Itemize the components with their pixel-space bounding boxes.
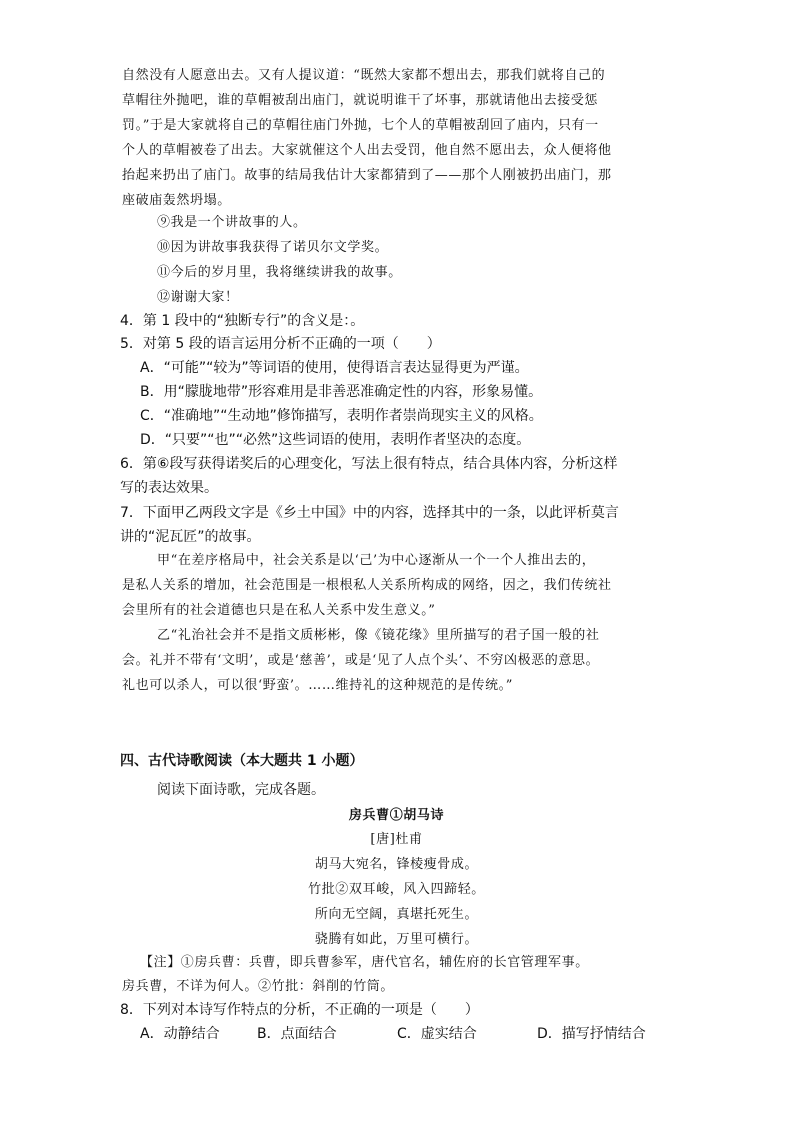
poem-note: 【注】①房兵曹：兵曹，即兵曹参军，唐代官名，辅佐府的长官管理军事。 xyxy=(140,955,589,970)
section-4-instruction: 阅读下面诗歌，完成各题。 xyxy=(157,782,325,798)
question-5-option-b: B．用“朦胧地带”形容难用是非善恶准确定性的内容，形象易懂。 xyxy=(140,384,543,400)
question-8-option-d: D．描写抒情结合 xyxy=(537,1026,646,1042)
quote-jia: 甲“在差序格局中，社会关系是以‘己’为中心逐渐从一个一个人推出去的， xyxy=(157,553,596,568)
question-4: 4．第 1 段中的“独断专行”的含义是：。 xyxy=(120,313,365,329)
story-line: 座破庙轰然坍塌。 xyxy=(122,193,231,208)
poem-author: [唐]杜甫 xyxy=(370,832,423,847)
story-line: 抬起来扔出了庙门。故事的结局我估计大家都猜到了——那个人刚被扔出庙门，那 xyxy=(122,168,612,183)
quote-yi: 乙“礼治社会并不是指文质彬彬，像《镜花缘》里所描写的君子国一般的社 xyxy=(157,628,600,643)
question-8-option-b: B．点面结合 xyxy=(257,1026,337,1042)
section-4-heading: 四、古代诗歌阅读（本大题共 1 小题） xyxy=(120,753,364,769)
poem-title: 房兵曹①胡马诗 xyxy=(348,808,445,823)
question-8-stem: 8．下列对本诗写作特点的分析，不正确的一项是（ ） xyxy=(120,1002,479,1018)
quote-yi: 会。礼并不带有‘文明’，或是‘慈善’，或是‘见了人点个头’、不穷凶极恶的意思。 xyxy=(122,653,600,668)
question-7-stem: 7．下面甲乙两段文字是《乡土中国》中的内容，选择其中的一条，以此评析莫言 xyxy=(120,505,619,521)
paragraph-marker: ⑨ xyxy=(157,215,171,230)
question-6-line: 写的表达效果。 xyxy=(120,480,218,496)
paragraph-text: 我是一个讲故事的人。 xyxy=(170,215,307,230)
quote-jia: 是私人关系的增加，社会范围是一根根私人关系所构成的网络，因之，我们传统社 xyxy=(122,578,612,593)
story-line: 罚。”于是大家就将自己的草帽往庙门外抛，七个人的草帽被刮回了庙内，只有一 xyxy=(122,118,599,133)
paragraph-text: 今后的岁月里，我将继续讲我的故事。 xyxy=(170,265,402,280)
story-line: 草帽往外抛吧，谁的草帽被刮出庙门，就说明谁干了坏事，那就请他出去接受惩 xyxy=(122,93,599,108)
quote-jia: 会里所有的社会道德也只是在私人关系中发生意义。” xyxy=(122,603,436,618)
paragraph-text: 因为讲故事我获得了诺贝尔文学奖。 xyxy=(170,240,389,255)
question-5-stem: 5．对第 5 段的语言运用分析不正确的一项（ ） xyxy=(120,336,441,352)
paragraph-10 xyxy=(157,238,388,258)
question-8-option-a: A．动静结合 xyxy=(140,1026,220,1042)
question-5-option-a: A．“可能”“较为”等词语的使用，使得语言表达显得更为严谨。 xyxy=(140,360,529,376)
poem-note: 房兵曹，不详为何人。②竹批：斜削的竹筒。 xyxy=(122,979,395,994)
paragraph-marker: ⑫ xyxy=(157,290,171,305)
paragraph-text: 谢谢大家！ xyxy=(170,290,239,305)
poem-line: 胡马大宛名，锋棱瘦骨成。 xyxy=(314,857,479,872)
question-5-option-d: D．“只要”“也”“必然”这些词语的使用，表明作者坚决的态度。 xyxy=(140,432,531,448)
question-5-option-c: C．“准确地”“生动地”修饰描写，表明作者崇尚现实主义的风格。 xyxy=(140,408,543,424)
paragraph-marker: ⑪ xyxy=(157,265,171,280)
poem-line: 竹批②双耳峻，风入四蹄轻。 xyxy=(308,882,485,897)
paragraph-12 xyxy=(157,288,239,308)
story-line: 自然没有人愿意出去。又有人提议道：“既然大家都不想出去，那我们就将自己的 xyxy=(122,68,606,83)
question-7-stem: 讲的“泥瓦匠”的故事。 xyxy=(120,529,261,545)
poem-line: 所向无空阔，真堪托死生。 xyxy=(314,907,479,922)
question-8-option-c: C．虚实结合 xyxy=(397,1026,477,1042)
quote-yi: 礼也可以杀人，可以很‘野蛮’。……维持礼的这种规范的是传统。” xyxy=(122,678,514,693)
paragraph-9 xyxy=(157,213,307,233)
question-6-line: 6．第⑥段写获得诺奖后的心理变化，写法上很有特点，结合具体内容，分析这样 xyxy=(120,456,618,472)
poem-line: 骁腾有如此，万里可横行。 xyxy=(314,932,479,947)
paragraph-11 xyxy=(157,263,402,283)
story-line: 个人的草帽被卷了出去。大家就催这个人出去受罚，他自然不愿出去，众人便将他 xyxy=(122,143,612,158)
paragraph-marker: ⑩ xyxy=(157,240,171,255)
